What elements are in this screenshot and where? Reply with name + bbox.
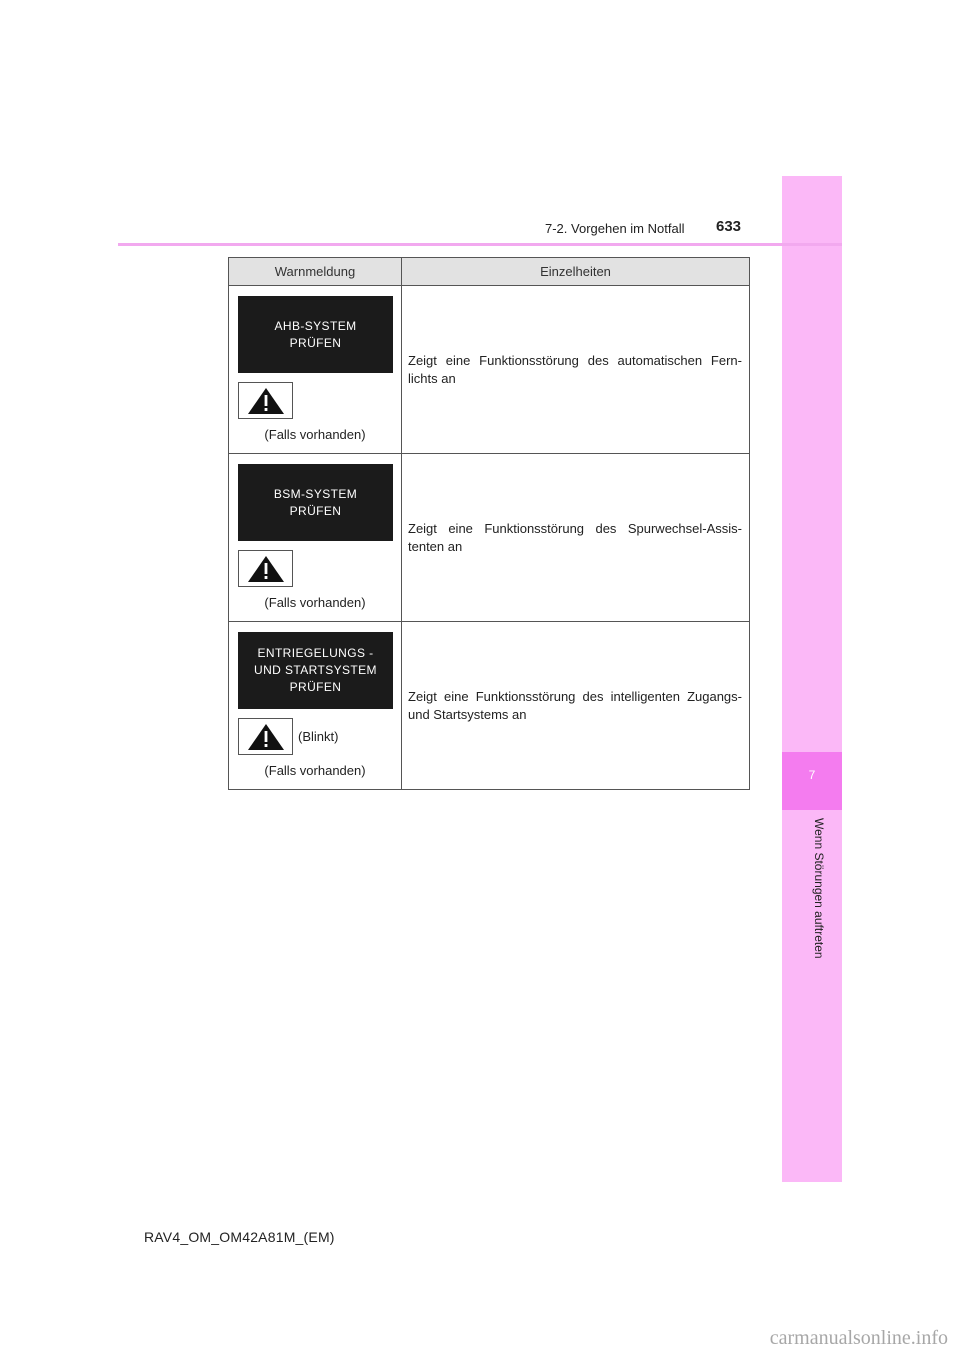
warning-display (238, 632, 393, 709)
warning-triangle-icon (238, 382, 293, 419)
availability-note: (Falls vorhanden) (264, 595, 366, 610)
details-text: Zeigt eine Funktionsstörung des Spurwechsel-Assis-tenten an (402, 454, 750, 622)
details-text: Zeigt eine Funktionsstörung des intelligenten Zugangs-und Startsystems an (402, 622, 750, 790)
document-code: RAV4_OM_OM42A81M_(EM) (144, 1229, 335, 1245)
chapter-number: 7 (808, 768, 816, 782)
chapter-side-tab (782, 176, 842, 1182)
availability-note: (Falls vorhanden) (264, 427, 366, 442)
blink-note: (Blinkt) (298, 729, 339, 744)
availability-note: (Falls vorhanden) (264, 763, 366, 778)
warning-message-table (228, 257, 750, 790)
table-header-row (229, 258, 750, 286)
warning-cell (229, 286, 402, 454)
warning-cell (229, 622, 402, 790)
display-line: PRÜFEN (289, 503, 342, 518)
page-number: 633 (716, 218, 742, 235)
watermark: carmanualsonline.info (769, 1327, 948, 1349)
display-line: PRÜFEN (289, 335, 342, 350)
warning-triangle-icon (238, 550, 293, 587)
warning-display (238, 296, 393, 373)
display-line: AHB-SYSTEM (274, 318, 357, 333)
display-line: ENTRIEGELUNGS - (257, 646, 374, 660)
details-text: Zeigt eine Funktionsstörung des automatischen Fern-lichts an (402, 286, 750, 454)
warning-cell (229, 454, 402, 622)
section-title: 7-2. Vorgehen im Notfall (545, 221, 685, 236)
header-rule (118, 243, 842, 246)
table-row (229, 454, 750, 622)
column-header-warning: Warnmeldung (229, 258, 402, 286)
display-line: BSM-SYSTEM (273, 486, 358, 501)
column-header-details: Einzelheiten (402, 258, 750, 286)
display-line: PRÜFEN (289, 680, 342, 694)
display-line: UND STARTSYSTEM (254, 663, 377, 677)
table-row (229, 622, 750, 790)
warning-display (238, 464, 393, 541)
warning-triangle-icon (238, 718, 293, 755)
table-row (229, 286, 750, 454)
chapter-title: Wenn Störungen auftreten (812, 818, 826, 959)
